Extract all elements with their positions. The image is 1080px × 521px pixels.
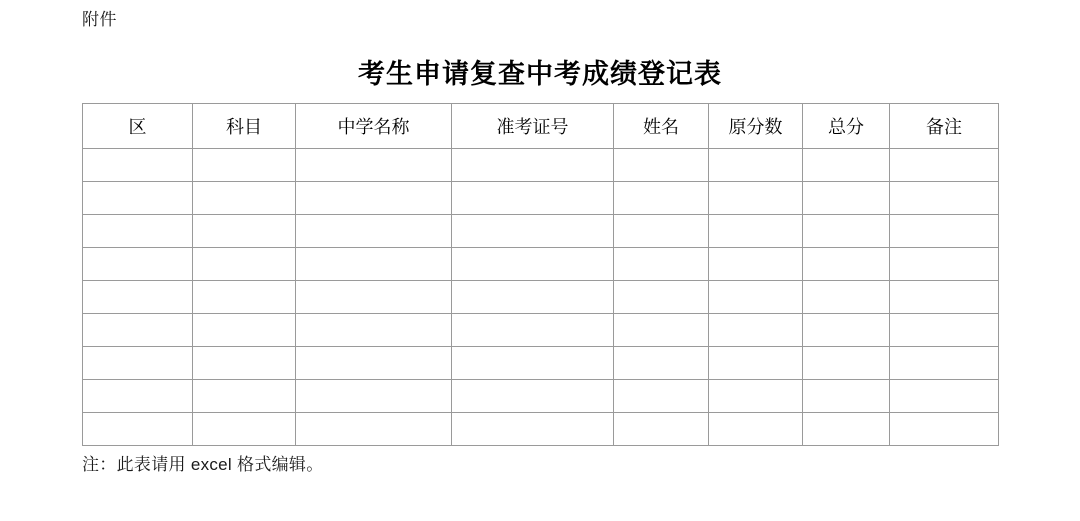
- table-cell[interactable]: [890, 281, 999, 314]
- table-cell[interactable]: [452, 215, 614, 248]
- table-cell[interactable]: [83, 182, 193, 215]
- table-cell[interactable]: [709, 248, 803, 281]
- table-header: [83, 104, 999, 149]
- table-cell[interactable]: [296, 149, 452, 182]
- table-header-cell: 科目: [193, 104, 296, 149]
- table-row: [83, 149, 999, 182]
- table-cell[interactable]: [890, 248, 999, 281]
- table-cell[interactable]: [803, 413, 890, 446]
- table-cell[interactable]: [83, 281, 193, 314]
- table-cell[interactable]: [296, 182, 452, 215]
- table-cell[interactable]: [83, 413, 193, 446]
- table-header-cell: 备注: [890, 104, 999, 149]
- table-cell[interactable]: [614, 347, 709, 380]
- table-cell[interactable]: [709, 347, 803, 380]
- table-cell[interactable]: [890, 380, 999, 413]
- table-row: [83, 413, 999, 446]
- table-cell[interactable]: [296, 215, 452, 248]
- table-cell[interactable]: [193, 149, 296, 182]
- table-cell[interactable]: [709, 149, 803, 182]
- table-cell[interactable]: [296, 380, 452, 413]
- table-cell[interactable]: [452, 413, 614, 446]
- table-cell[interactable]: [614, 215, 709, 248]
- table-cell[interactable]: [803, 149, 890, 182]
- table-row: [83, 281, 999, 314]
- table-cell[interactable]: [83, 215, 193, 248]
- table-cell[interactable]: [452, 149, 614, 182]
- table-cell[interactable]: [452, 248, 614, 281]
- table-cell[interactable]: [83, 347, 193, 380]
- table-cell[interactable]: [452, 380, 614, 413]
- table-cell[interactable]: [890, 182, 999, 215]
- table-header-cell: 姓名: [614, 104, 709, 149]
- table-cell[interactable]: [803, 215, 890, 248]
- grade-table: [82, 103, 999, 446]
- table-cell[interactable]: [83, 380, 193, 413]
- table-cell[interactable]: [296, 347, 452, 380]
- table-cell[interactable]: [296, 314, 452, 347]
- table-cell[interactable]: [614, 380, 709, 413]
- footer-note: 注：此表请用 excel 格式编辑。: [82, 455, 324, 474]
- table-cell[interactable]: [452, 314, 614, 347]
- table-cell[interactable]: [614, 149, 709, 182]
- table-row: [83, 182, 999, 215]
- table-cell[interactable]: [193, 380, 296, 413]
- table-cell[interactable]: [452, 281, 614, 314]
- table-cell[interactable]: [709, 314, 803, 347]
- table-header-row: [83, 104, 999, 149]
- table-cell[interactable]: [193, 215, 296, 248]
- table-cell[interactable]: [803, 281, 890, 314]
- table-cell[interactable]: [83, 149, 193, 182]
- table-cell[interactable]: [803, 182, 890, 215]
- table-cell[interactable]: [296, 248, 452, 281]
- table-cell[interactable]: [83, 314, 193, 347]
- table-cell[interactable]: [803, 380, 890, 413]
- table-cell[interactable]: [803, 248, 890, 281]
- table-cell[interactable]: [614, 248, 709, 281]
- table-cell[interactable]: [709, 380, 803, 413]
- table-header-cell: 总分: [803, 104, 890, 149]
- table-cell[interactable]: [83, 248, 193, 281]
- table-row: [83, 380, 999, 413]
- grade-table-container: [82, 103, 998, 446]
- table-cell[interactable]: [193, 314, 296, 347]
- table-cell[interactable]: [193, 347, 296, 380]
- table-cell[interactable]: [890, 215, 999, 248]
- table-cell[interactable]: [193, 182, 296, 215]
- table-cell[interactable]: [709, 281, 803, 314]
- table-cell[interactable]: [614, 182, 709, 215]
- table-header-cell: 中学名称: [296, 104, 452, 149]
- table-cell[interactable]: [452, 182, 614, 215]
- table-header-cell: 原分数: [709, 104, 803, 149]
- table-header-cell: 准考证号: [452, 104, 614, 149]
- table-cell[interactable]: [296, 413, 452, 446]
- table-body: [83, 149, 999, 446]
- page-title: 考生申请复查中考成绩登记表: [358, 59, 722, 89]
- table-cell[interactable]: [193, 413, 296, 446]
- attachment-label: 附件: [82, 10, 117, 29]
- table-row: [83, 314, 999, 347]
- table-row: [83, 248, 999, 281]
- table-cell[interactable]: [193, 248, 296, 281]
- table-cell[interactable]: [614, 281, 709, 314]
- table-cell[interactable]: [803, 347, 890, 380]
- table-cell[interactable]: [890, 413, 999, 446]
- table-cell[interactable]: [803, 314, 890, 347]
- table-cell[interactable]: [614, 413, 709, 446]
- table-cell[interactable]: [890, 314, 999, 347]
- table-cell[interactable]: [452, 347, 614, 380]
- table-cell[interactable]: [890, 347, 999, 380]
- table-header-cell: 区: [83, 104, 193, 149]
- table-cell[interactable]: [614, 314, 709, 347]
- table-row: [83, 347, 999, 380]
- table-cell[interactable]: [193, 281, 296, 314]
- table-cell[interactable]: [296, 281, 452, 314]
- table-cell[interactable]: [709, 182, 803, 215]
- table-cell[interactable]: [709, 413, 803, 446]
- table-cell[interactable]: [709, 215, 803, 248]
- table-cell[interactable]: [890, 149, 999, 182]
- table-row: [83, 215, 999, 248]
